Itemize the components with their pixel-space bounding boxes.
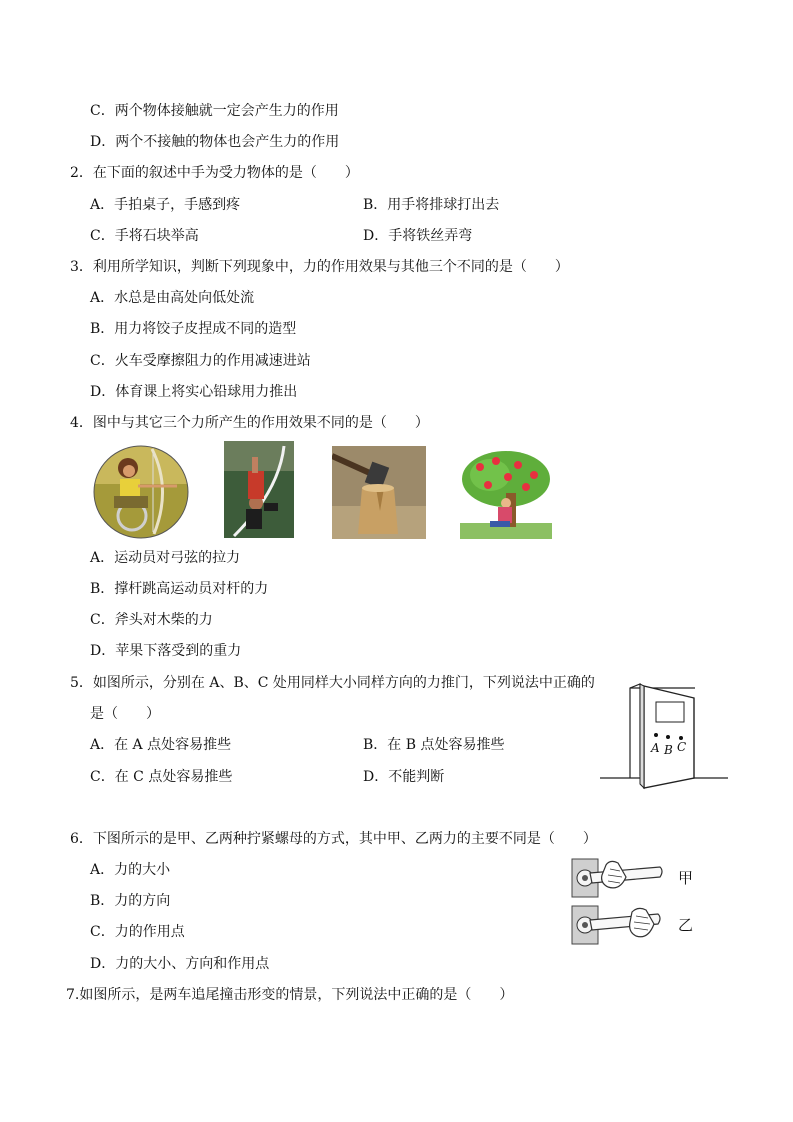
q7-stem: 7.如图所示，是两车追尾撞击形变的情景，下列说法中正确的是（ ） — [66, 987, 514, 1003]
q4-option-b: B．撑杆跳高运动员对杆的力 — [90, 581, 269, 597]
door-point-a: A — [651, 741, 660, 755]
door-point-c: C — [677, 740, 687, 754]
q4-option-d: D．苹果下落受到的重力 — [90, 643, 242, 659]
q3-option-d: D．体育课上将实心铅球用力推出 — [90, 384, 298, 400]
q5-option-d: D．不能判断 — [363, 769, 445, 785]
q4-stem: 4．图中与其它三个力所产生的作用效果不同的是（ ） — [70, 415, 429, 431]
q6-option-c: C．力的作用点 — [90, 924, 185, 940]
q4-option-a: A．运动员对弓弦的拉力 — [90, 550, 241, 566]
pole-vault-photo — [224, 441, 294, 538]
label-jia: 甲 — [678, 869, 694, 887]
q5-option-a: A．在 A 点处容易推些 — [90, 737, 232, 753]
q5-stem-line1: 5．如图所示，分别在 A、B、C 处用同样大小同样方向的力推门，下列说法中正确的 — [70, 675, 595, 691]
q6-option-b: B．力的方向 — [90, 893, 171, 909]
q6-stem: 6．下图所示的是甲、乙两种拧紧螺母的方式，其中甲、乙两力的主要不同是（ ） — [70, 831, 597, 847]
q6-option-d: D．力的大小、方向和作用点 — [90, 956, 270, 972]
q5-option-b: B．在 B 点处容易推些 — [363, 737, 505, 753]
q2-option-d: D．手将铁丝弄弯 — [363, 228, 473, 244]
q2-option-c: C．手将石块举高 — [90, 228, 199, 244]
q6-option-a: A．力的大小 — [90, 862, 171, 878]
q5-stem-line2: 是（ ） — [90, 706, 160, 722]
label-yi: 乙 — [678, 916, 694, 934]
door-diagram — [600, 680, 730, 792]
q2-option-b: B．用手将排球打出去 — [363, 197, 500, 213]
q1-option-c: C．两个物体接触就一定会产生力的作用 — [90, 103, 339, 119]
q3-option-b: B．用力将饺子皮捏成不同的造型 — [90, 321, 297, 337]
q3-option-c: C．火车受摩擦阻力的作用减速进站 — [90, 353, 311, 369]
q4-option-c: C．斧头对木柴的力 — [90, 612, 213, 628]
wrench-diagram-jia — [570, 857, 666, 899]
q5-option-c: C．在 C 点处容易推些 — [90, 769, 233, 785]
q3-option-a: A．水总是由高处向低处流 — [90, 290, 255, 306]
apple-tree-illustration — [460, 447, 552, 539]
wrench-diagram-yi — [570, 904, 666, 946]
q2-stem: 2．在下面的叙述中手为受力物体的是（ ） — [70, 165, 359, 181]
q1-option-d: D．两个不接触的物体也会产生力的作用 — [90, 134, 340, 150]
archer-photo — [92, 444, 190, 540]
axe-wood-photo — [332, 446, 426, 539]
q2-option-a: A．手拍桌子，手感到疼 — [90, 197, 241, 213]
q3-stem: 3．利用所学知识，判断下列现象中，力的作用效果与其他三个不同的是（ ） — [70, 259, 569, 275]
door-point-b: B — [664, 743, 673, 757]
